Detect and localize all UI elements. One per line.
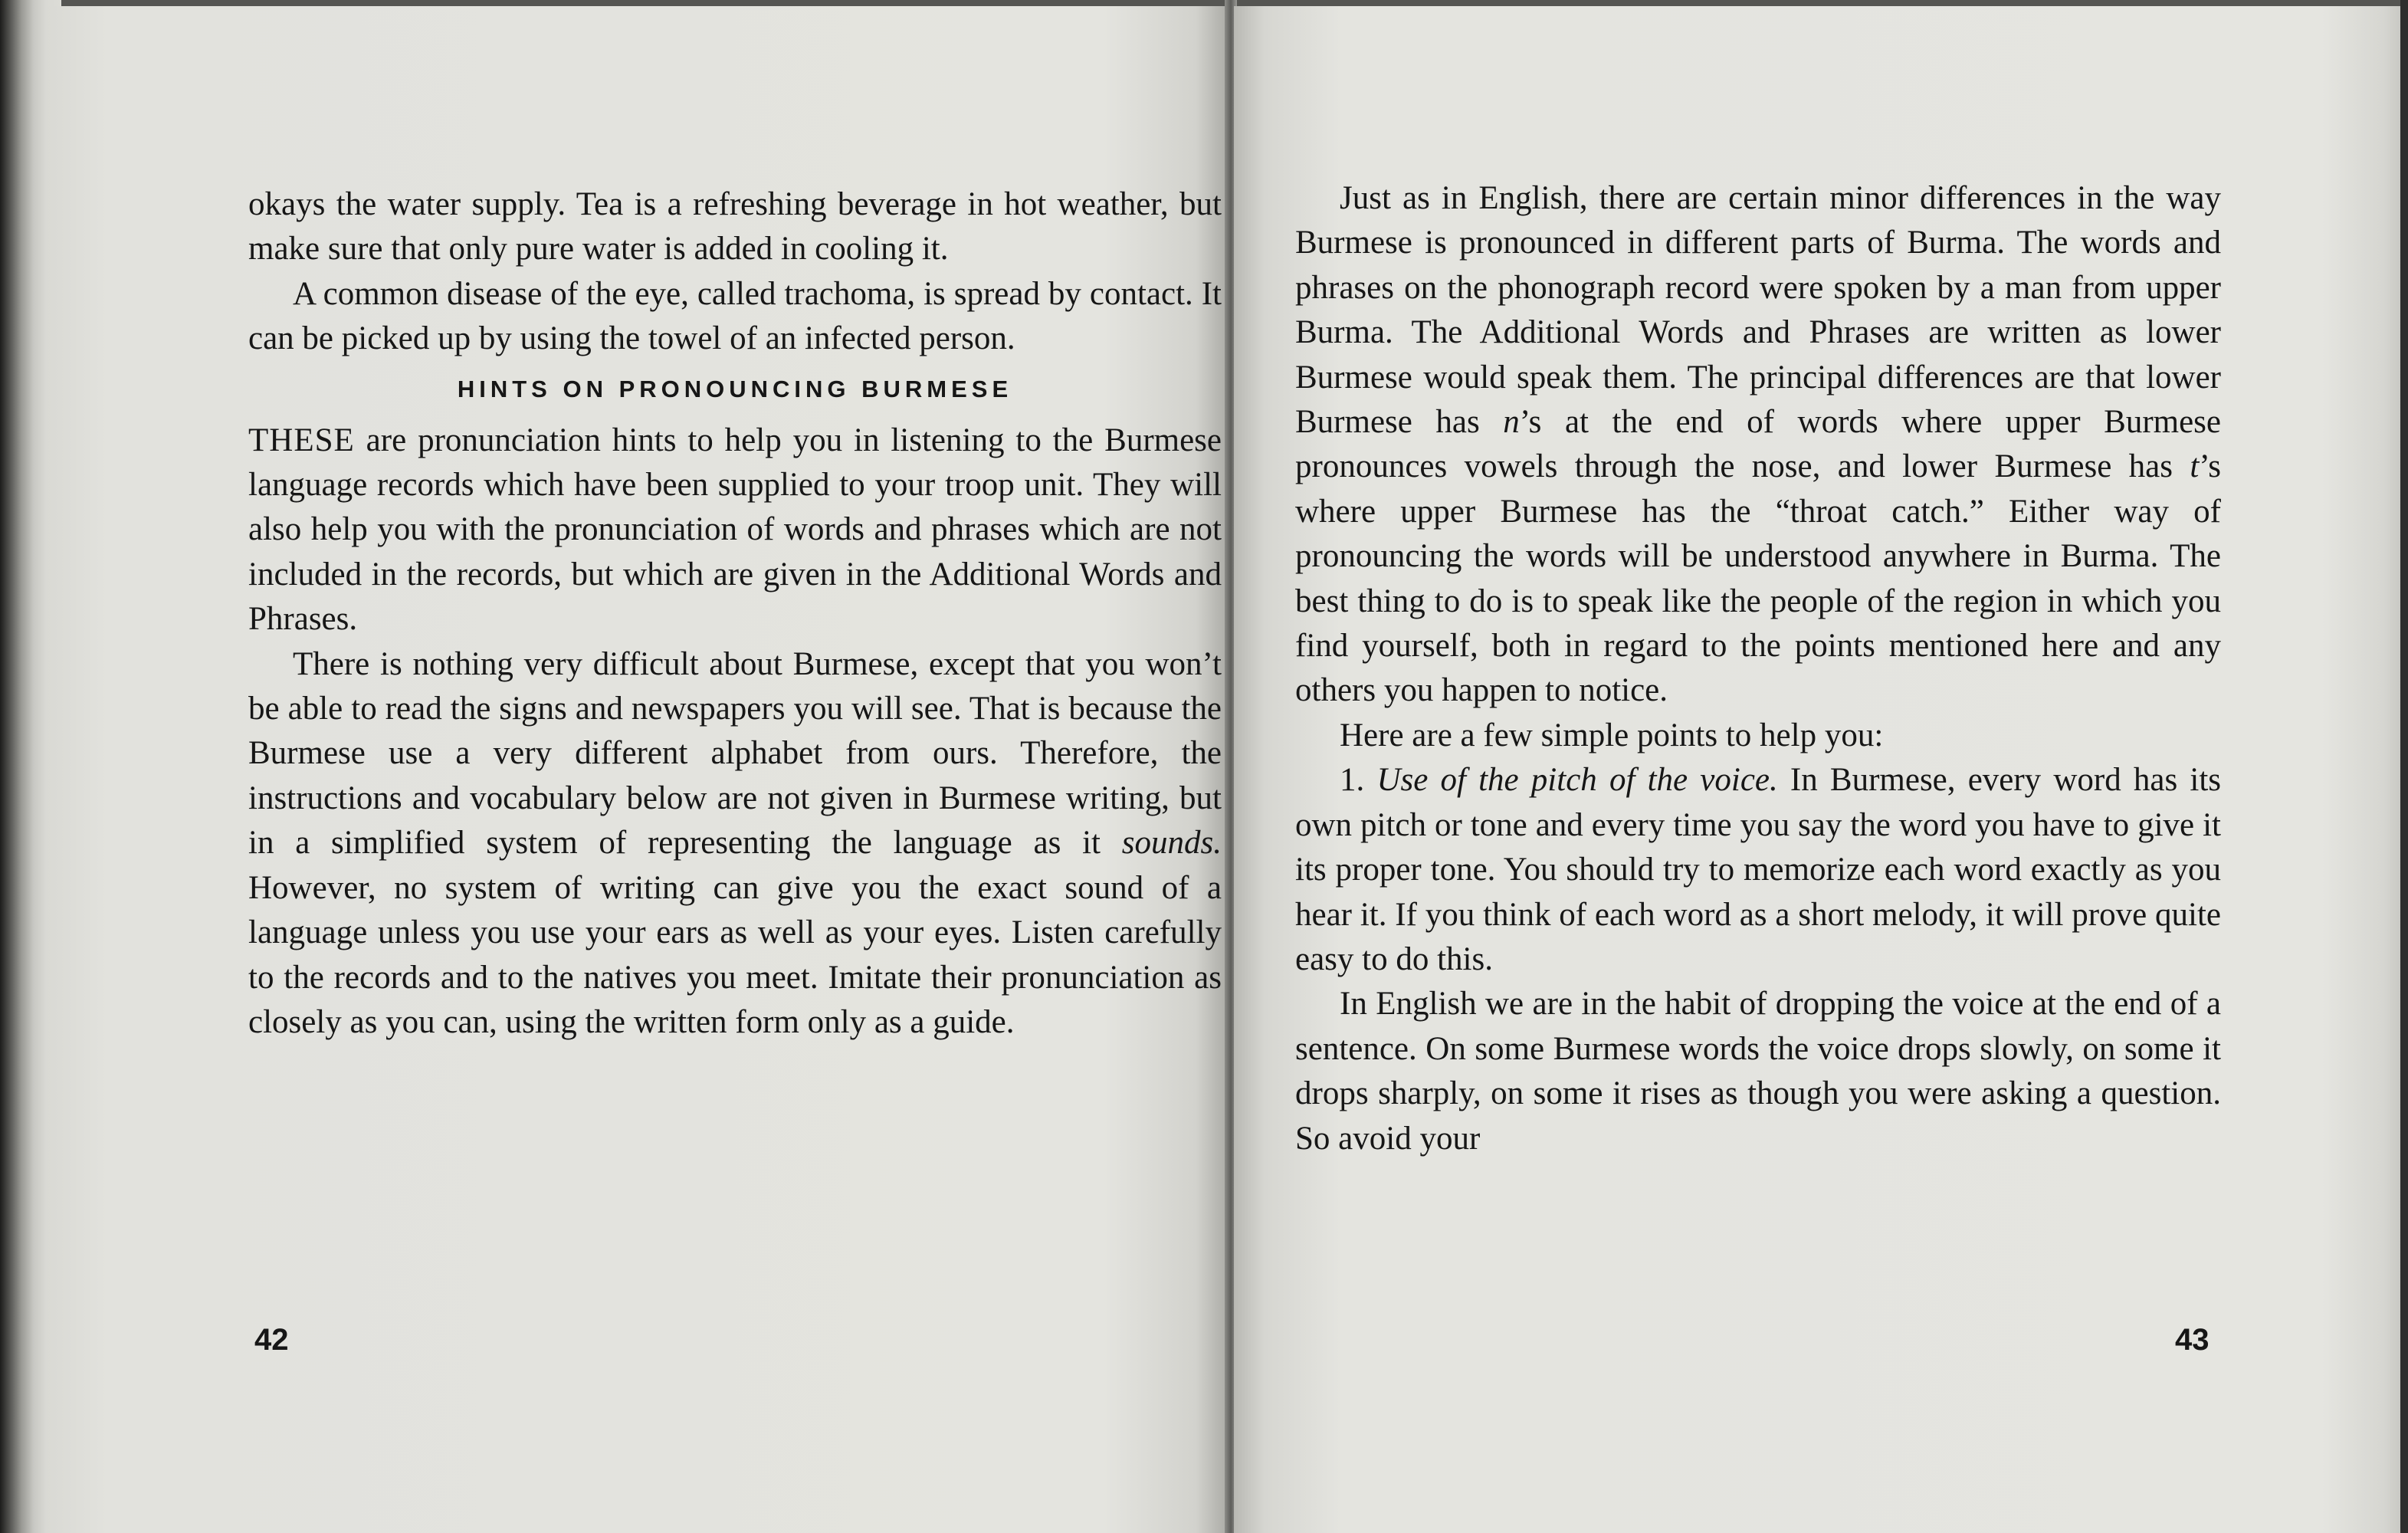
left-page [46, 6, 1230, 1533]
paragraph-pronunciation-hints: THESE are pronunciation hints to help you in listening to the Burmese language records which have been supplied to your troop unit. They will also help you with the pronunciation of words and phrases which are not included in the records, but which are given in the Additional Words and Phrases. [248, 422, 1222, 638]
right-page [1234, 6, 2400, 1533]
italic-pitch-heading: Use of the pitch of the voice. [1376, 762, 1778, 799]
page-number-left: 42 [254, 1323, 289, 1357]
section-heading: HINTS ON PRONOUNCING BURMESE [457, 375, 1013, 402]
paragraph-simple-points: Here are a few simple points to help you: [1340, 717, 1884, 753]
page-number-right: 43 [2175, 1323, 2210, 1357]
paragraph-nothing-difficult: There is nothing very difficult about Burmese, except that you won’t be able to read the signs and newspapers you will see. That is because the Burmese use a very different alphabet from ours. Therefore, the instructions and vocabulary below are not given in Burmese writing, but in a simplified system of representing the language as it sounds. However, no system of writing can give you the exact sound of a language unless you use your ears as well as your eyes. Listen carefully to the records and to the natives you meet. Imitate their pronunciation as closely as you can, using the written form only as a guide. [248, 645, 1222, 1040]
paragraph-regional-differences: Just as in English, there are certain minor differences in the way Burmese is pronounced in different parts of Burma. The words and phrases on the phonograph record were spoken by a man from upper Burma. The Additional Words and Phrases are written as lower Burmese would speak them. The principal differences are that lower Burmese has n’s at the end of words where upper Burmese pronounces vowels through the nose, and lower Burmese has t’s where upper Burmese has the “throat catch.” Either way of pronouncing the words will be understood anywhere in Burma. The best thing to do is to speak like the people of the region in which you find yourself, both in regard to the points mentioned here and any others you happen to notice. [1295, 180, 2222, 709]
right-page-text [1295, 176, 2221, 1161]
italic-sounds: sounds. [1121, 825, 1222, 862]
paragraph-trachoma: A common disease of the eye, called trachoma, is spread by contact. It can be picked up by using the towel of an infected person. [248, 275, 1222, 357]
paragraph-dropping-voice: In English we are in the habit of dropping the voice at the end of a sentence. On some Burmese words the voice drops slowly, on some it drops sharply, on some it rises as though you were asking a question. So avoid your [1295, 986, 2221, 1157]
scan-top-border [0, 0, 2408, 6]
left-page-text [248, 182, 1222, 1045]
lead-word: THESE [248, 422, 355, 458]
list-number: 1. [1340, 762, 1365, 799]
scan-right-border [2400, 0, 2408, 1533]
paragraph-water-supply: okays the water supply. Tea is a refreshing beverage in hot weather, but make sure that only pure water is added in cooling it. [248, 186, 1222, 268]
paragraph-pitch-of-voice: 1. Use of the pitch of the voice. In Burmese, every word has its own pitch or tone and every time you say the word you have to give it its proper tone. You should try to memorize each word exactly as you hear it. If you think of each word as a short melody, it will prove quite easy to do this. [1295, 762, 2222, 977]
